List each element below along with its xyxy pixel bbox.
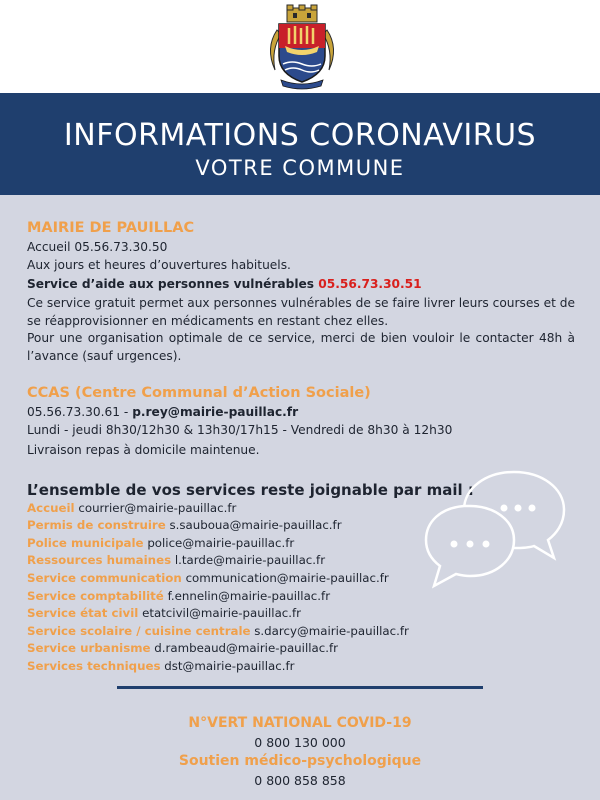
- vulnerable-service-phone: 05.56.73.30.51: [318, 277, 422, 291]
- service-email[interactable]: communication@mairie-pauillac.fr: [185, 571, 389, 585]
- ccas-email[interactable]: p.rey@mairie-pauillac.fr: [132, 405, 299, 419]
- service-label: Accueil: [27, 501, 75, 515]
- service-row: [27, 553, 325, 567]
- service-email[interactable]: f.ennelin@mairie-pauillac.fr: [167, 589, 331, 603]
- pauillac-coat-of-arms-icon: [259, 4, 345, 90]
- vulnerable-service-label: Service d’aide aux personnes vulnérables: [27, 277, 315, 291]
- service-label: Service urbanisme: [27, 641, 151, 655]
- vulnerable-service-line: [27, 277, 422, 291]
- support-hotline-title: Soutien médico-psychologique: [178, 753, 422, 769]
- service-label: Service communication: [27, 571, 182, 585]
- covid-hotline-title: N°VERT NATIONAL COVID-19: [188, 715, 412, 731]
- service-row: [27, 589, 330, 603]
- service-email[interactable]: courrier@mairie-pauillac.fr: [78, 501, 237, 515]
- ccas-delivery: Livraison repas à domicile maintenue.: [27, 443, 260, 457]
- service-label: Permis de construire: [27, 518, 166, 532]
- service-email[interactable]: s.sauboua@mairie-pauillac.fr: [169, 518, 342, 532]
- service-row: [27, 518, 342, 532]
- service-email[interactable]: d.rambeaud@mairie-pauillac.fr: [154, 641, 338, 655]
- service-row: [27, 659, 294, 673]
- ccas-contact: [27, 405, 298, 419]
- service-row: [27, 624, 409, 638]
- mairie-accueil: Accueil 05.56.73.30.50: [27, 240, 168, 254]
- mairie-hours: Aux jours et heures d’ouvertures habituels.: [27, 258, 291, 272]
- chat-bubbles-icon: [418, 462, 578, 602]
- service-row: [27, 641, 338, 655]
- vulnerable-service-note: Pour une organisation optimale de ce service, merci de bien vouloir le contacter 48h à l’avance (sauf urgences).: [27, 331, 575, 363]
- service-label: Police municipale: [27, 536, 144, 550]
- mairie-title: MAIRIE DE PAUILLAC: [27, 220, 195, 236]
- ccas-phone: 05.56.73.30.61 -: [27, 405, 133, 419]
- banner-subtitle: VOTRE COMMUNE: [195, 156, 405, 180]
- service-row: [27, 536, 294, 550]
- service-label: Service état civil: [27, 606, 139, 620]
- service-label: Service scolaire / cuisine centrale: [27, 624, 251, 638]
- service-label: Services techniques: [27, 659, 161, 673]
- ccas-title: CCAS (Centre Communal d’Action Sociale): [27, 385, 371, 401]
- header-area: [0, 0, 600, 93]
- vulnerable-service-description: Ce service gratuit permet aux personnes vulnérables de se faire livrer leurs courses et de se réapprovisionner en médicaments en restant chez elles.: [27, 296, 575, 328]
- service-label: Ressources humaines: [27, 553, 172, 567]
- services-heading: L’ensemble de vos services reste joignable par mail :: [27, 481, 474, 499]
- service-email[interactable]: s.darcy@mairie-pauillac.fr: [254, 624, 409, 638]
- service-row: [27, 501, 236, 515]
- section-divider: [117, 686, 483, 689]
- covid-hotline-number: 0 800 130 000: [254, 735, 346, 750]
- support-hotline-number: 0 800 858 858: [254, 773, 346, 788]
- service-label: Service comptabilité: [27, 589, 164, 603]
- service-row: [27, 571, 389, 585]
- service-row: [27, 606, 301, 620]
- service-email[interactable]: dst@mairie-pauillac.fr: [164, 659, 295, 673]
- banner-title: INFORMATIONS CORONAVIRUS: [63, 118, 537, 153]
- service-email[interactable]: l.tarde@mairie-pauillac.fr: [174, 553, 326, 567]
- service-email[interactable]: etatcivil@mairie-pauillac.fr: [142, 606, 302, 620]
- ccas-hours: Lundi - jeudi 8h30/12h30 & 13h30/17h15 - Vendredi de 8h30 à 12h30: [27, 423, 453, 437]
- title-banner: [0, 93, 600, 195]
- service-email[interactable]: police@mairie-pauillac.fr: [147, 536, 295, 550]
